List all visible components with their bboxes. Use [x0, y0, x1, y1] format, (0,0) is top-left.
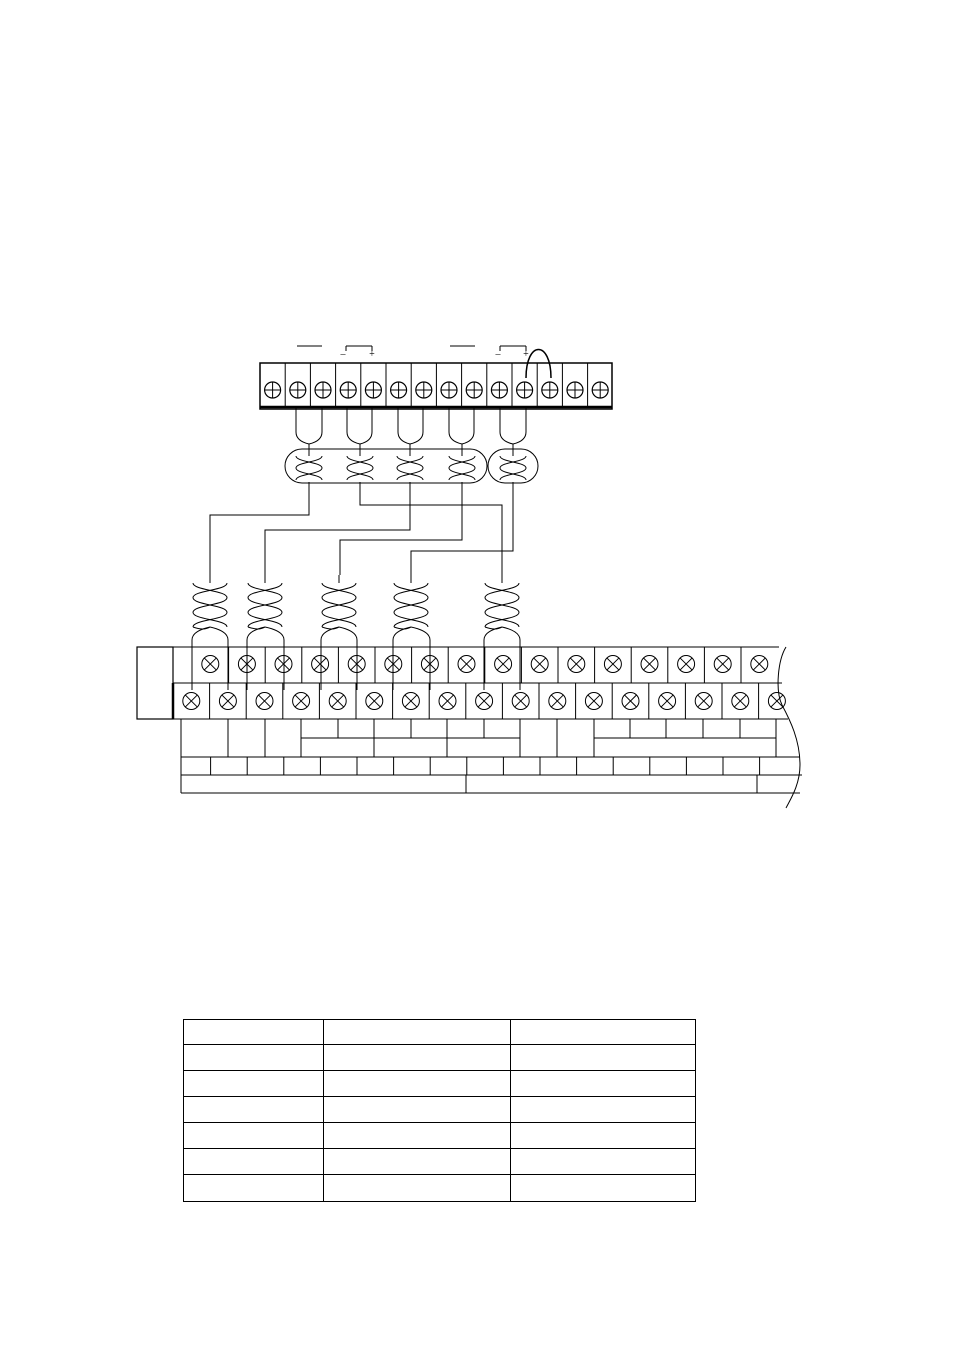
table-cell	[324, 1149, 511, 1175]
table-cell	[324, 1071, 511, 1097]
upper-terminal-screws	[265, 363, 609, 407]
terminal-screw-icon	[531, 656, 548, 673]
terminal-screw-icon	[458, 656, 475, 673]
minus-label-2: –	[495, 349, 501, 360]
cut-edge-line	[778, 647, 800, 808]
terminal-screw-icon	[592, 382, 608, 398]
label-strip-grid	[181, 719, 802, 793]
table-row	[184, 1045, 696, 1071]
lower-terminal-block	[137, 647, 788, 719]
terminal-screw-icon	[568, 656, 585, 673]
terminal-screw-icon	[549, 693, 566, 710]
twisted-pair	[397, 456, 423, 480]
pair-fanout	[192, 627, 228, 690]
terminal-screw-icon	[416, 382, 432, 398]
terminal-screw-icon	[622, 693, 639, 710]
twisted-pair	[322, 583, 356, 627]
twisted-pair	[394, 583, 428, 627]
table-cell	[511, 1123, 696, 1149]
twisted-pair	[485, 583, 519, 627]
terminal-screw-icon	[315, 382, 331, 398]
terminal-screw-icon	[466, 382, 482, 398]
table-cell	[511, 1071, 696, 1097]
plus-label-2: +	[523, 349, 529, 360]
plus-label-1: +	[369, 349, 375, 360]
terminal-screw-icon	[604, 656, 621, 673]
table-row	[184, 1020, 696, 1045]
terminal-screw-icon	[512, 693, 529, 710]
terminal-screw-icon	[183, 693, 200, 710]
twisted-pair	[248, 583, 282, 627]
terminal-screw-icon	[542, 382, 558, 398]
terminal-screw-icon	[476, 693, 493, 710]
table-cell	[184, 1175, 324, 1202]
terminal-screw-icon	[202, 656, 219, 673]
terminal-screw-icon	[402, 693, 419, 710]
terminal-screw-icon	[265, 382, 281, 398]
cable-shield-loops	[285, 449, 538, 483]
terminal-screw-icon	[219, 693, 236, 710]
upper-wire-pairs	[296, 408, 526, 452]
terminal-screw-icon	[517, 382, 533, 398]
table-cell	[511, 1097, 696, 1123]
terminal-screw-icon	[312, 656, 329, 673]
table-row	[184, 1149, 696, 1175]
table-cell	[184, 1123, 324, 1149]
upper-terminal-block	[260, 350, 612, 410]
terminal-screw-icon	[495, 656, 512, 673]
terminal-screw-icon	[439, 693, 456, 710]
table-cell	[324, 1020, 511, 1045]
terminal-screw-icon	[329, 693, 346, 710]
terminal-screw-icon	[567, 382, 583, 398]
twisted-pair	[500, 456, 526, 480]
table-cell	[511, 1020, 696, 1045]
terminal-screw-icon	[441, 382, 457, 398]
twisted-pair	[347, 456, 373, 480]
table-cell	[511, 1149, 696, 1175]
terminal-screw-icon	[340, 382, 356, 398]
table-cell	[184, 1045, 324, 1071]
terminal-screw-icon	[366, 693, 383, 710]
twisted-pair	[449, 456, 475, 480]
terminal-screw-icon	[391, 382, 407, 398]
terminal-screw-icon	[256, 693, 273, 710]
twisted-pair	[296, 456, 322, 480]
terminal-screw-icon	[491, 382, 507, 398]
terminal-screw-icon	[585, 693, 602, 710]
table-cell	[184, 1097, 324, 1123]
table-cell	[511, 1175, 696, 1202]
terminal-screw-icon	[732, 693, 749, 710]
terminal-screw-icon	[641, 656, 658, 673]
pair-fanout	[484, 627, 520, 690]
table-row	[184, 1071, 696, 1097]
terminal-screw-icon	[678, 656, 695, 673]
spec-table	[183, 1019, 696, 1202]
terminal-screw-icon	[293, 693, 310, 710]
table-row	[184, 1097, 696, 1123]
terminal-screw-icon	[365, 382, 381, 398]
table-row	[184, 1123, 696, 1149]
table-cell	[184, 1149, 324, 1175]
twisted-pair	[193, 583, 227, 627]
terminal-screw-icon	[751, 656, 768, 673]
terminal-screw-icon	[659, 693, 676, 710]
table-cell	[184, 1071, 324, 1097]
terminal-screw-icon	[290, 382, 306, 398]
table-cell	[511, 1045, 696, 1071]
minus-label-1: –	[340, 349, 346, 360]
polarity-marks	[297, 346, 529, 360]
table-cell	[324, 1123, 511, 1149]
table-cell	[324, 1045, 511, 1071]
table-cell	[324, 1175, 511, 1202]
routing-wires	[210, 482, 513, 575]
terminal-screw-icon	[714, 656, 731, 673]
table-cell	[184, 1020, 324, 1045]
terminal-screw-icon	[695, 693, 712, 710]
table-cell	[324, 1097, 511, 1123]
table-row	[184, 1175, 696, 1202]
